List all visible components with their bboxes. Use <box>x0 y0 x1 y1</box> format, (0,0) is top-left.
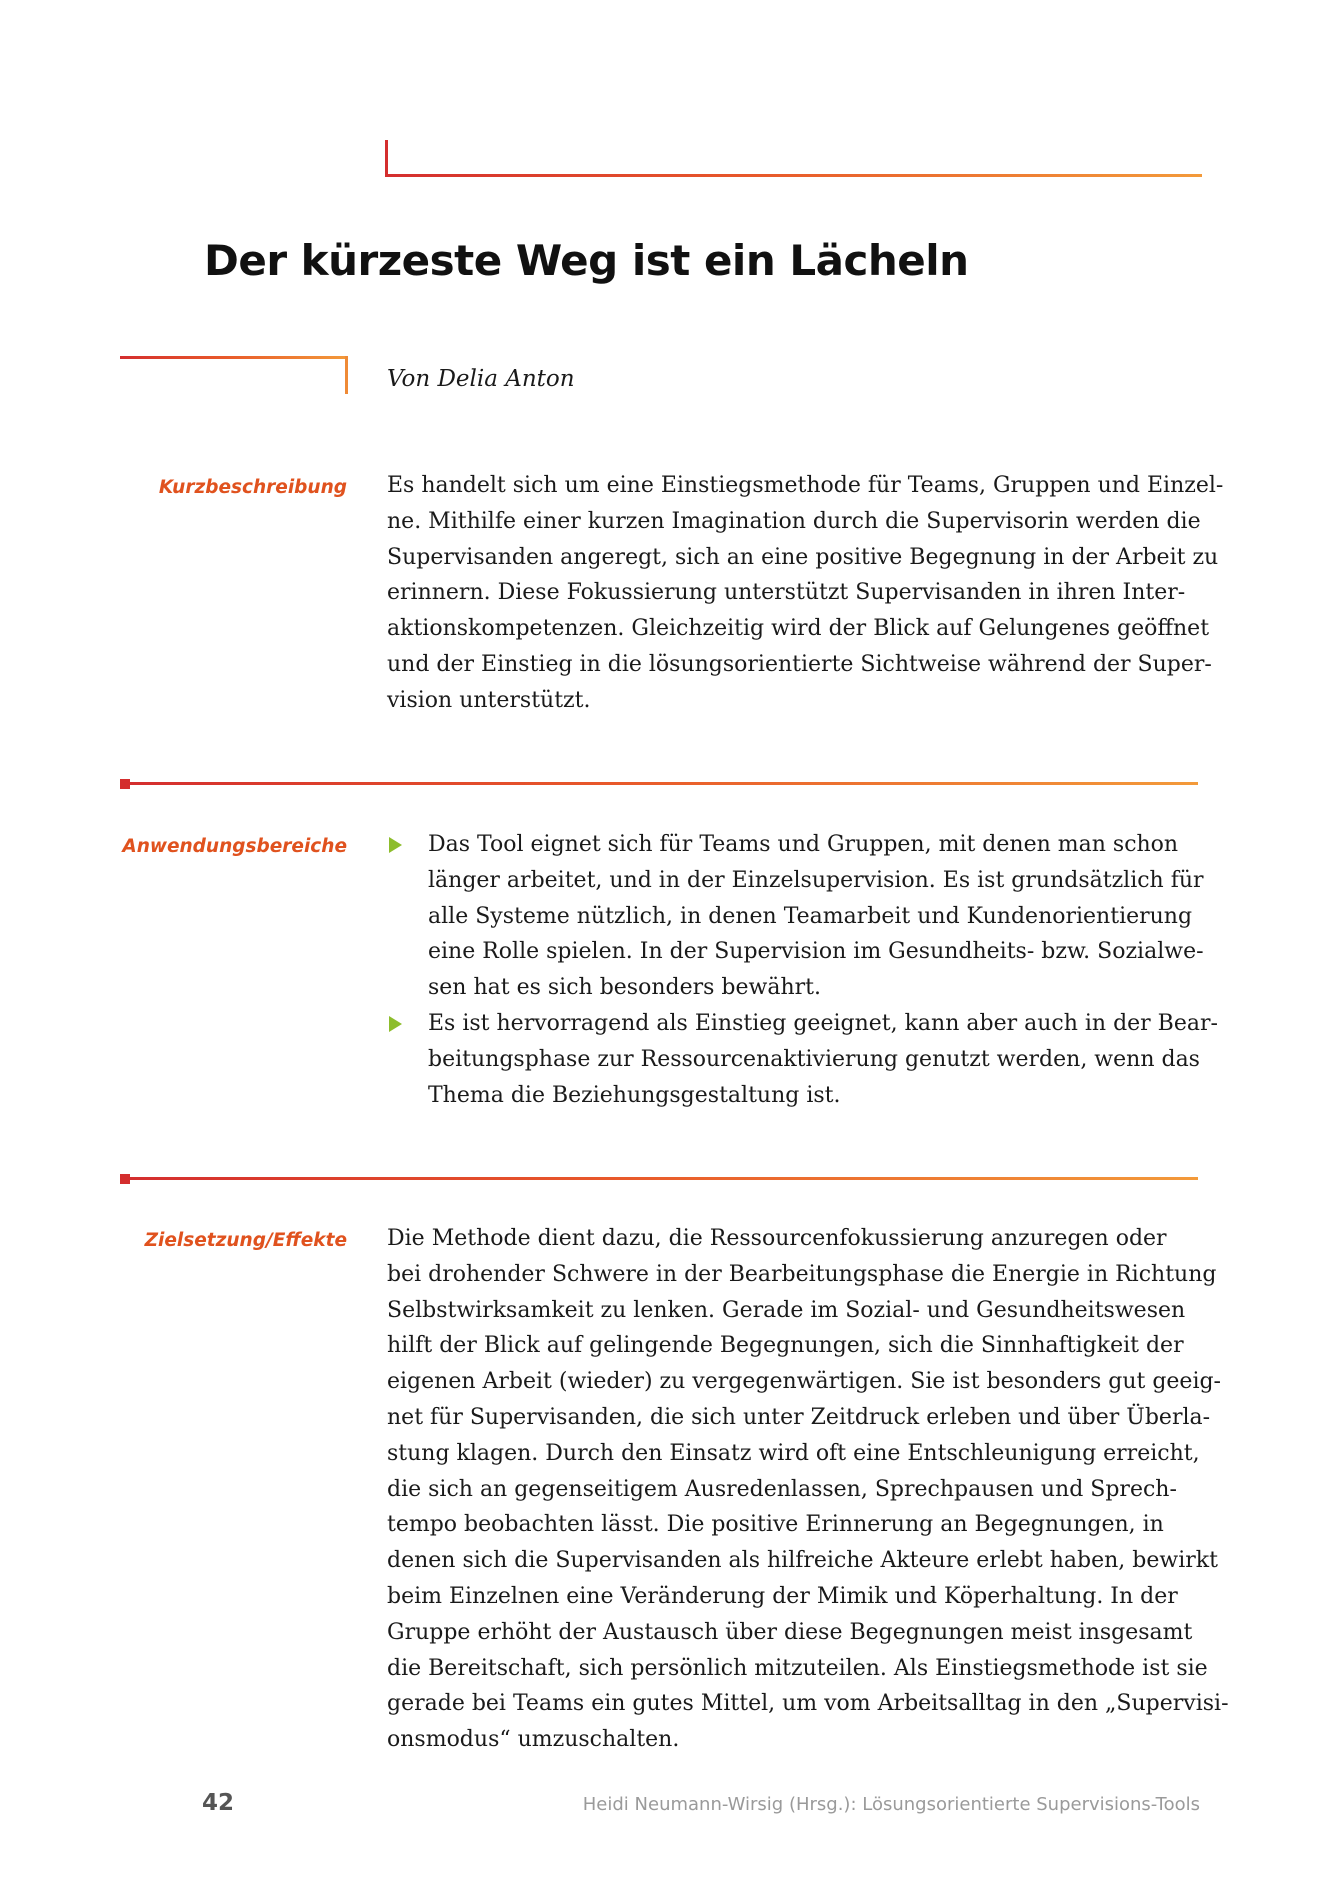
text-line: länger arbeitet, und in der Einzelsupervision. Es ist grundsätzlich für <box>428 867 1204 893</box>
text-line: aktionskompetenzen. Gleichzeitig wird der Blick auf Gelungenes geöffnet <box>387 616 1210 642</box>
text-line: Die Methode dient dazu, die Ressourcenfokussierung anzuregen oder <box>387 1226 1167 1251</box>
text-line: beim Einzelnen eine Veränderung der Mimik und Köperhaltung. In der <box>387 1583 1178 1609</box>
text-line: tempo beobachten lässt. Die positive Erinnerung an Begegnungen, in <box>387 1512 1164 1538</box>
author-byline: Von Delia Anton <box>387 366 575 392</box>
text-line: Es ist hervorragend als Einstieg geeignet, kann aber auch in der Bear- <box>428 1010 1218 1036</box>
text-line: eigenen Arbeit (wieder) zu vergegenwärtigen. Sie ist besonders gut geeig- <box>387 1369 1221 1395</box>
section-divider <box>128 1177 1198 1180</box>
text-line: Das Tool eignet sich für Teams und Gruppen, mit denen man schon <box>428 832 1179 857</box>
text-line: vision unterstützt. <box>387 687 591 713</box>
text-line: eine Rolle spielen. In der Supervision im Gesundheits- bzw. Sozialwe- <box>428 939 1204 965</box>
text-line: net für Supervisanden, die sich unter Zeitdruck erleben und über Überla- <box>387 1404 1211 1430</box>
list-item <box>387 1006 1218 1113</box>
header-rule <box>385 174 1202 177</box>
text-line: beitungsphase zur Ressourcenaktivierung genutzt werden, wenn das <box>428 1046 1200 1072</box>
text-line: Gruppe erhöht der Austausch über diese Begegnungen meist insgesamt <box>387 1619 1193 1645</box>
anwendungsbereiche-list <box>387 827 1218 1113</box>
text-line: hilft der Blick auf gelingende Begegnungen, sich die Sinnhaftigkeit der <box>387 1333 1184 1359</box>
bullet-arrow-icon <box>389 1016 402 1032</box>
text-line: Selbstwirksamkeit zu lenken. Gerade im Sozial- und Gesundheitswesen <box>387 1297 1186 1323</box>
text-line: alle Systeme nützlich, in denen Teamarbeit und Kundenorientierung <box>428 903 1193 929</box>
author-rule-corner <box>345 356 348 394</box>
section-label-kurzbeschreibung: Kurzbeschreibung <box>158 477 347 498</box>
section-label-anwendungsbereiche: Anwendungsbereiche <box>122 836 347 857</box>
text-line: die Bereitschaft, sich persönlich mitzuteilen. Als Einstiegsmethode ist sie <box>387 1655 1208 1681</box>
text-line: ne. Mithilfe einer kurzen Imagination durch die Supervisorin werden die <box>387 508 1201 534</box>
kurzbeschreibung-text <box>387 468 1224 719</box>
text-line: erinnern. Diese Fokussierung unterstützt Supervisanden in ihren Inter- <box>387 580 1186 606</box>
text-line: die sich an gegenseitigem Ausredenlassen, Sprechpausen und Sprech- <box>387 1476 1177 1502</box>
section-label-zielsetzung: Zielsetzung/Effekte <box>144 1230 347 1251</box>
text-line: onsmodus“ umzuschalten. <box>387 1727 680 1753</box>
text-line: Es handelt sich um eine Einstiegsmethode für Teams, Gruppen und Einzel- <box>387 473 1224 498</box>
text-line: Thema die Beziehungsgestaltung ist. <box>428 1082 841 1108</box>
text-line: und der Einstieg in die lösungsorientierte Sichtweise während der Super- <box>387 651 1212 677</box>
page-number: 42 <box>202 1790 235 1816</box>
text-line: stung klagen. Durch den Einsatz wird oft eine Entschleunigung erreicht, <box>387 1440 1200 1466</box>
text-line: denen sich die Supervisanden als hilfreiche Akteure erlebt haben, bewirkt <box>387 1548 1218 1574</box>
page-title: Der kürzeste Weg ist ein Lächeln <box>204 236 969 285</box>
text-line: Supervisanden angeregt, sich an eine positive Begegnung in der Arbeit zu <box>387 544 1219 570</box>
section-divider <box>128 782 1198 785</box>
header-rule-corner <box>385 140 388 176</box>
zielsetzung-text <box>387 1221 1229 1758</box>
text-line: bei drohender Schwere in der Bearbeitungsphase die Energie in Richtung <box>387 1261 1217 1287</box>
footer-source: Heidi Neumann-Wirsig (Hrsg.): Lösungsorientierte Supervisions-Tools <box>582 1794 1200 1815</box>
text-line: gerade bei Teams ein gutes Mittel, um vom Arbeitsalltag in den „Supervisi- <box>387 1691 1229 1717</box>
list-item <box>387 827 1202 1006</box>
text-line: sen hat es sich besonders bewährt. <box>428 975 821 1001</box>
author-rule <box>120 356 348 359</box>
bullet-arrow-icon <box>389 837 402 853</box>
